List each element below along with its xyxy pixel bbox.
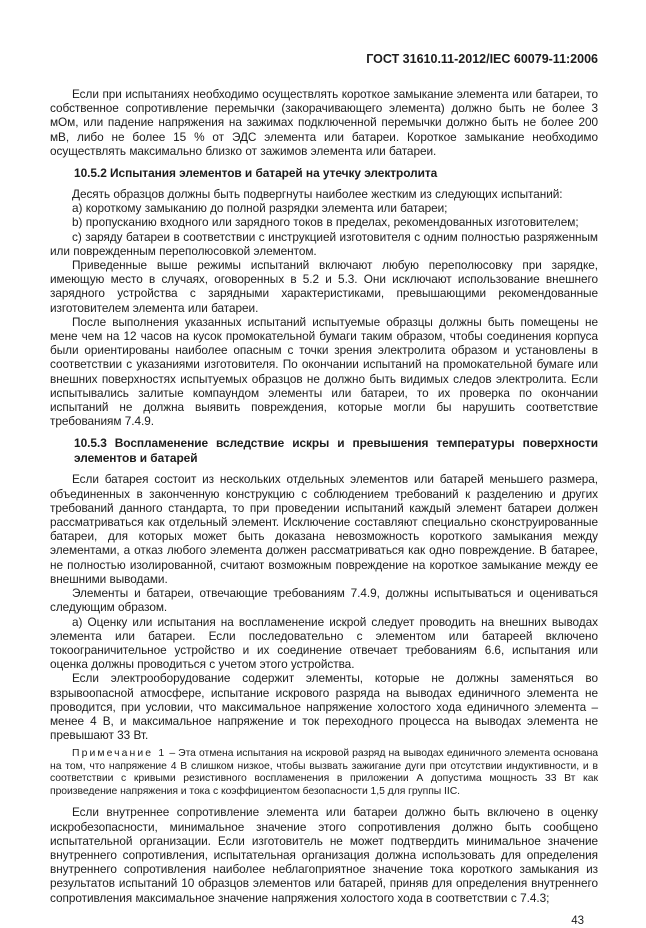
- paragraph-ten-samples: Десять образцов должны быть подвергнуты наиболее жестким из следующих испытаний:: [72, 187, 563, 202]
- list-item-a-spark-ignition: a) Оценку или испытания на воспламенение искрой следует проводить на внешних выводах элемента или батареи. Если последовательно с элементом или батареей включено токоограничительное устройство и их соединение отвечает требованиям 6.6, испытания или оценка должны проводиться с учетом этого устройства.: [50, 614, 598, 672]
- paragraph-evaluation: Элементы и батареи, отвечающие требованиям 7.4.9, должны испытываться и оцениваться следующим образом.: [50, 586, 598, 615]
- note-1: [50, 748, 598, 798]
- paragraph-test-modes: Приведенные выше режимы испытаний включают любую переполюсовку при зарядке, имеющую место в случаях, оговоренных в 5.2 и 5.3. Они исключают использование внешнего зарядного устройства с зарядными характеристиками, превышающими рекомендованные изготовителем элемента или батареи.: [50, 258, 598, 315]
- page-number: 43: [571, 914, 584, 927]
- paragraph-after-tests: После выполнения указанных испытаний испытуемые образцы должны быть помещены не мене чем на 12 часов на кусок промокательной бумаги таким образом, чтобы соединения корпуса были ориентированы наиболее опасным с точки зрения электролита образом и установлены в соответствии с указаниями изготовителя. По окончании испытаний на промокательной бумаге или внешних поверхностях испытуемых образцов не должно быть видимых следов электролита. Если испытывались залитые компаундом элементы или батареи, то их проверка по окончании испытаний не должна выявить повреждения, которые могли бы нарушить соответствие требованиям 7.4.9.: [50, 314, 598, 429]
- paragraph-equipment-cells: Если электрооборудование содержит элементы, которые не должны заменяться во взрывоопасной атмосфере, испытание искрового разряда на выводах единичного элемента не проводится, при условии, что максимальное напряжение холостого хода единичного элемента – менее 4 В, и максимальное напряжение и ток переходного процесса на выводах элемента не превышают 33 Вт.: [50, 671, 598, 743]
- paragraph-battery-construction: Если батарея состоит из нескольких отдельных элементов или батарей меньшего размера, объединенных в законченную конструкцию с соблюдением требований к разделению и других требований данного стандарта, то при проведении испытаний каждый элемент батареи должен рассматриваться как отдельный элемент. Исключение составляют специально сконструированные батареи, для которых может быть доказана невозможность короткого замыкания между элементами, а отказ любого элемента должен рассматриваться как одно повреждение. В батарее, не полностью изолированной, считают возможным повреждение на короткое замыкание между ее внешними выводами.: [50, 472, 598, 586]
- section-heading-10-5-3: 10.5.3 Воспламенение вследствие искры и превышения температуры поверхности элементов и батарей: [74, 436, 598, 466]
- paragraph-internal-resistance: Если внутреннее сопротивление элемента или батареи должно быть включено в оценку искробезопасности, минимальное значение этого сопротивления должно быть сообщено испытательной организации. Если изготовитель не может подтвердить минимальное значение внутреннего сопротивления, испытательная организация должна использовать для определения внутреннего сопротивления наиболее неблагоприятное значение тока короткого замыкания из результатов испытаний 10 образцов элементов или батарей, приняв для определения внутреннего сопротивления максимальное значение напряжения холостого хода в соответствии с 7.4.3;: [50, 805, 598, 905]
- intro-paragraph: Если при испытаниях необходимо осуществлять короткое замыкание элемента или батареи, то собственное сопротивление перемычки (закорачивающего элемента) должно быть не более 3 мОм, или падение напряжения на зажимах подключенной перемычки должно быть не более 200 мВ, либо не более 15 % от ЭДС элемента или батареи. Короткое замыкание необходимо осуществлять максимально близко от зажимов элемента или батареи.: [50, 87, 598, 158]
- list-item-a-short-circuit: a) короткому замыканию до полной разрядки элемента или батареи;: [72, 201, 448, 216]
- document-body: [50, 87, 598, 928]
- section-heading-10-5-2: 10.5.2 Испытания элементов и батарей на утечку электролита: [74, 166, 438, 181]
- list-item-c-charge: c) заряду батареи в соответствии с инструкцией изготовителя с одним полностью разряженным или поврежденным переполюсовкой элементом.: [50, 229, 598, 258]
- document-header-code: ГОСТ 31610.11-2012/IEC 60079-11:2006: [366, 52, 598, 66]
- note-1-label: Примечание 1: [72, 748, 167, 760]
- list-item-b-current: b) пропусканию входного или зарядного токов в пределах, рекомендованных изготовителем;: [72, 215, 579, 230]
- note-1-text: – Эта отмена испытания на искровой разряд на выводах единичного элемента основана на том, что напряжение 4 В слишком низкое, чтобы вызвать зажигание дуги при отсутствии индуктивности, и в соответствии с кривыми резистивного воспламенения в приложении А допустима мощность 33 Вт как произведение напряжения и тока с коэффициентом безопасности 1,5 для группы IIC.: [50, 748, 598, 797]
